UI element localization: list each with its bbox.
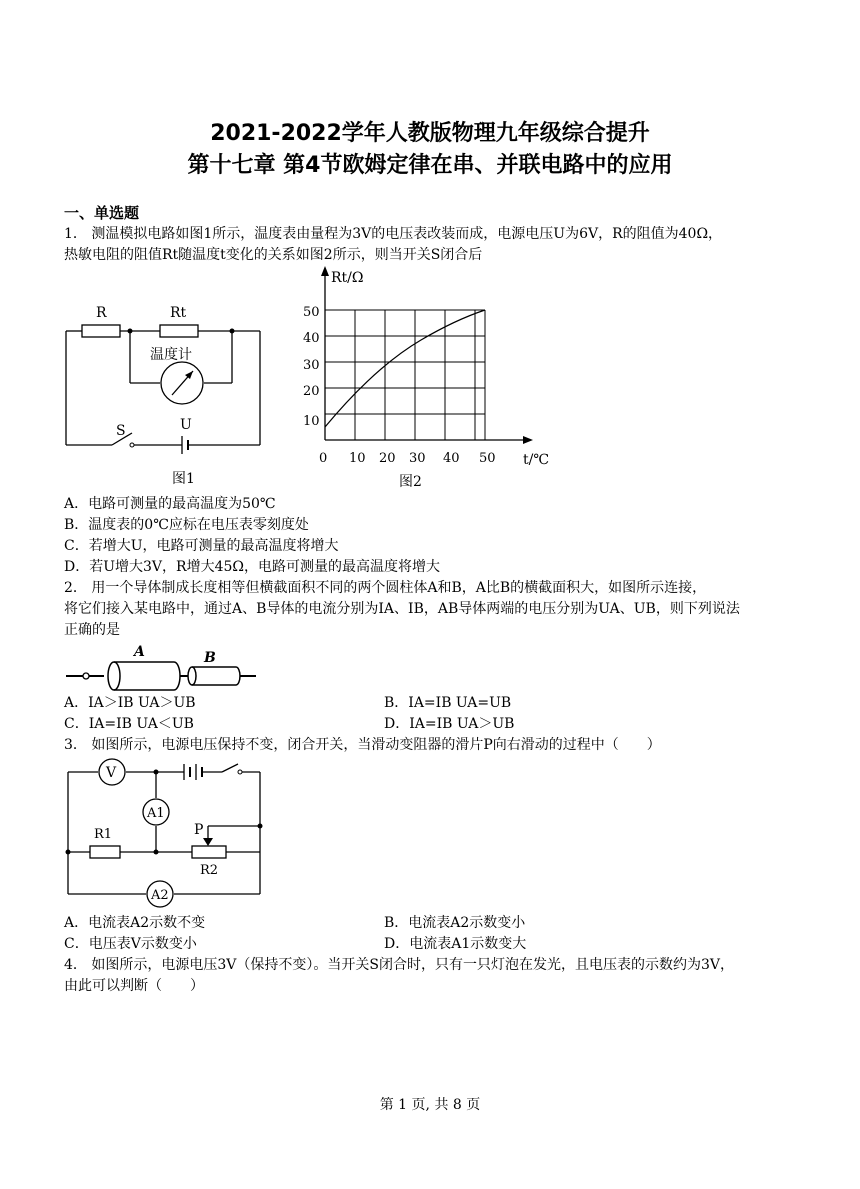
q1-stem-line-1: 1． 测温模拟电路如图1所示，温度表由量程为3V的电压表改装而成，电源电压U为6V，R的阻值为40Ω， — [64, 226, 723, 242]
fig2-xtick-10: 10 — [349, 451, 366, 466]
fig1-r-label: R — [96, 305, 107, 321]
q3-fig-r1-label: R1 — [94, 827, 113, 842]
q2-option-d: D．IA=IB UA＞UB — [384, 716, 515, 732]
q3-fig-p-label: P — [194, 822, 204, 838]
q1-figure-1 — [60, 295, 270, 490]
fig2-ytick-50: 50 — [303, 305, 320, 320]
q1-option-b: B．温度表的0℃应标在电压表零刻度处 — [64, 517, 309, 533]
title-line-2: 第十七章 第4节欧姆定律在串、并联电路中的应用 — [187, 153, 673, 178]
q1-figure-2 — [295, 262, 575, 494]
q3-stem: 3． 如图所示，电源电压保持不变，闭合开关，当滑动变阻器的滑片P向右滑动的过程中（ ） — [64, 737, 661, 753]
q2-stem-line-2: 将它们接入某电路中，通过A、B导体的电流分别为IA、IB，AB导体两端的电压分别为UA、UB，则下列说法 — [64, 601, 740, 617]
q1-stem-line-2: 热敏电阻的阻值Rt随温度t变化的关系如图2所示，则当开关S闭合后 — [64, 247, 483, 263]
fig1-s-label: S — [116, 423, 126, 439]
fig2-ytick-10: 10 — [303, 414, 320, 429]
fig2-ytick-20: 20 — [303, 384, 320, 399]
fig1-u-label: U — [180, 417, 192, 433]
fig2-xtick-50: 50 — [479, 451, 496, 466]
q2-option-c: C．IA=IB UA＜UB — [64, 716, 194, 732]
q3-fig-a2-label: A2 — [151, 888, 169, 903]
fig1-caption: 图1 — [172, 471, 195, 487]
q2-option-a: A．IA＞IB UA＞UB — [64, 695, 196, 711]
q4-stem-line-1: 4． 如图所示，电源电压3V（保持不变）。当开关S闭合时，只有一只灯泡在发光，且电压表的示数约为3V， — [64, 957, 734, 973]
q3-option-a: A．电流表A2示数不变 — [64, 915, 206, 931]
q1-option-d: D．若U增大3V，R增大45Ω，电路可测量的最高温度将增大 — [64, 559, 441, 575]
q2-stem-line-1: 2． 用一个导体制成长度相等但横截面积不同的两个圆柱体A和B，A比B的横截面积大，如图所示连接， — [64, 580, 707, 596]
page-footer: 第 1 页, 共 8 页 — [379, 1097, 481, 1113]
q4-stem-line-2: 由此可以判断（ ） — [64, 978, 204, 994]
fig2-xlabel: t/℃ — [523, 452, 550, 468]
q2-stem-line-3: 正确的是 — [64, 622, 120, 638]
fig2-ytick-30: 30 — [303, 358, 320, 373]
q2-fig-label-a: A — [134, 644, 145, 660]
q2-fig-label-b: B — [204, 650, 216, 666]
q3-figure-circuit — [62, 758, 272, 908]
q3-fig-a1-label: A1 — [147, 806, 165, 821]
fig1-meter-label: 温度计 — [150, 347, 192, 363]
q3-option-c: C．电压表V示数变小 — [64, 936, 197, 952]
section-heading: 一、单选题 — [64, 204, 140, 222]
fig2-xtick-0: 0 — [319, 451, 328, 466]
fig2-ytick-40: 40 — [303, 331, 320, 346]
q3-option-d: D．电流表A1示数变大 — [384, 936, 527, 952]
fig2-xtick-40: 40 — [443, 451, 460, 466]
q2-option-b: B．IA=IB UA=UB — [384, 695, 512, 711]
q2-figure-conductors — [64, 642, 264, 692]
fig2-xtick-30: 30 — [409, 451, 426, 466]
fig2-caption: 图2 — [399, 474, 422, 490]
q3-fig-v-label: V — [106, 765, 117, 781]
q1-option-a: A．电路可测量的最高温度为50℃ — [64, 496, 276, 512]
q3-option-b: B．电流表A2示数变小 — [384, 915, 526, 931]
fig2-xtick-20: 20 — [379, 451, 396, 466]
fig2-ylabel: Rt/Ω — [331, 270, 364, 286]
fig1-rt-label: Rt — [170, 305, 187, 321]
q3-fig-r2-label: R2 — [200, 863, 219, 878]
q1-option-c: C．若增大U，电路可测量的最高温度将增大 — [64, 538, 339, 554]
title-line-1: 2021-2022学年人教版物理九年级综合提升 — [210, 121, 650, 146]
